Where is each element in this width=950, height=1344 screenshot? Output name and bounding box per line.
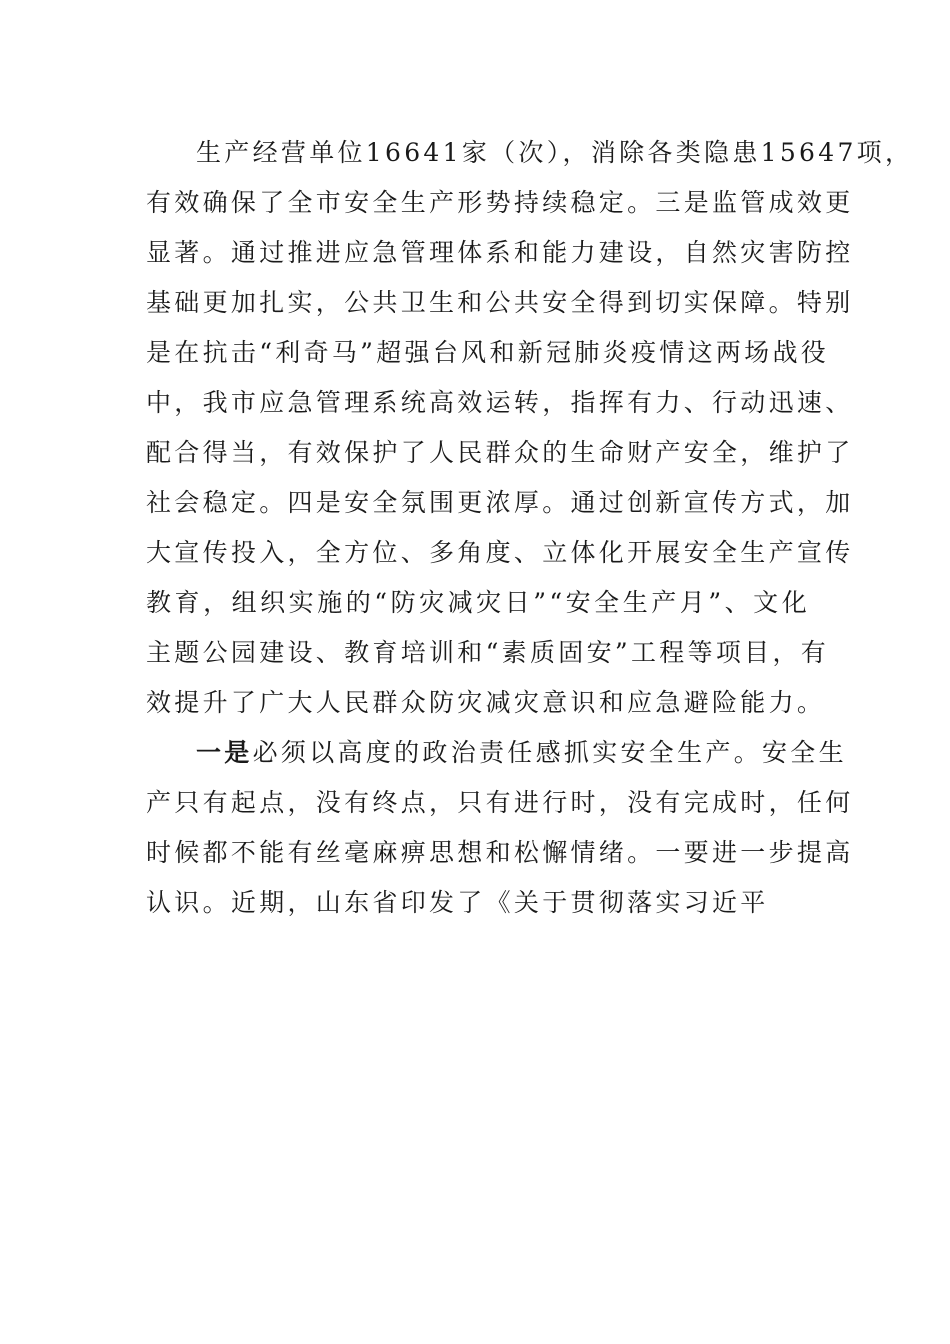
text-line: 产只有起点，没有终点，只有进行时，没有完成时，任何 (146, 788, 854, 817)
paragraph-lead-bold: 一是 (196, 738, 253, 767)
body-text (146, 128, 914, 928)
paragraph-lead-rest: 必须以高度的政治责任感抓实安全生产。安全生 (252, 738, 847, 767)
text-line: 中，我市应急管理系统高效运转，指挥有力、行动迅速、 (146, 388, 854, 417)
text-line: 基础更加扎实，公共卫生和公共安全得到切实保障。特别 (146, 288, 854, 317)
text-line (146, 728, 847, 778)
text-line: 有效确保了全市安全生产形势持续稳定。三是监管成效更 (146, 188, 854, 217)
text-line: 认识。近期，山东省印发了《关于贯彻落实习近平 (146, 888, 769, 917)
text-line: 生产经营单位16641家（次），消除各类隐患15647项， (196, 138, 914, 167)
text-line: 社会稳定。四是安全氛围更浓厚。通过创新宣传方式，加 (146, 488, 854, 517)
text-line: 主题公园建设、教育培训和“素质固安”工程等项目，有 (146, 638, 830, 667)
paragraph-2 (146, 728, 854, 928)
text-line: 是在抗击“利奇马”超强台风和新冠肺炎疫情这两场战役 (146, 338, 830, 367)
text-line: 显著。通过推进应急管理体系和能力建设，自然灾害防控 (146, 238, 854, 267)
paragraph-1 (146, 128, 914, 728)
text-line: 效提升了广大人民群众防灾减灾意识和应急避险能力。 (146, 688, 826, 717)
text-line: 配合得当，有效保护了人民群众的生命财产安全，维护了 (146, 438, 854, 467)
text-line: 教育，组织实施的“防灾减灾日”“安全生产月”、文化 (146, 588, 810, 617)
text-line: 大宣传投入，全方位、多角度、立体化开展安全生产宣传 (146, 538, 854, 567)
text-line: 时候都不能有丝毫麻痹思想和松懈情绪。一要进一步提高 (146, 838, 854, 867)
